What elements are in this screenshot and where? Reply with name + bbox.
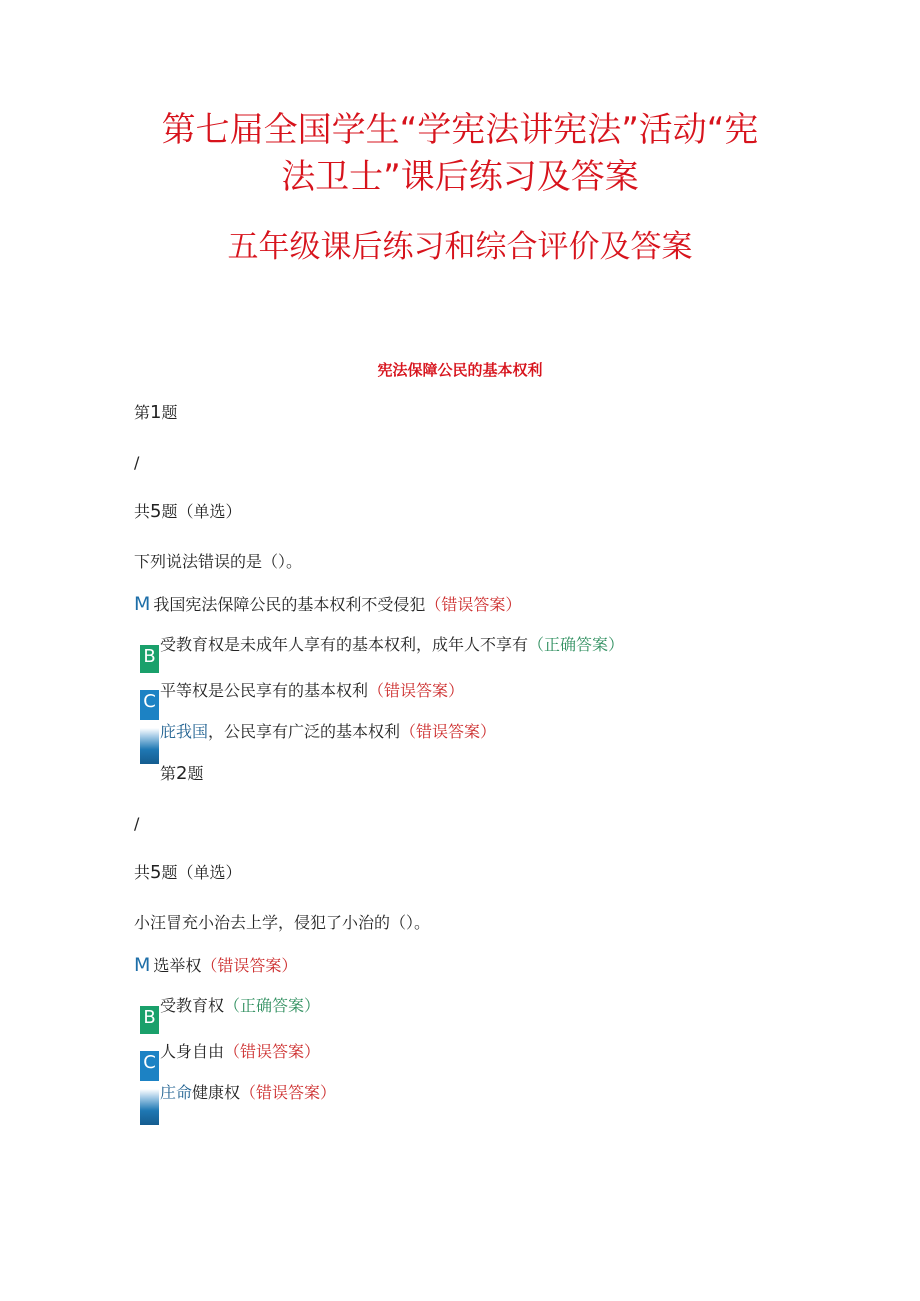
option-verdict: （正确答案） [224, 996, 321, 1015]
option-b-mark: B [140, 645, 159, 673]
option-verdict: （正确答案） [528, 635, 625, 654]
question-total-suffix: 题（单选） [161, 502, 242, 521]
option-d[interactable] [160, 721, 496, 743]
option-d[interactable] [160, 1082, 336, 1104]
question-number-value: 1 [150, 402, 162, 423]
option-text: 健康权 [192, 1083, 241, 1102]
option-b-mark: B [140, 1006, 159, 1034]
option-text: 人身自由 [160, 1042, 225, 1061]
question-number [134, 402, 177, 424]
question-number-value: 2 [176, 763, 188, 784]
option-text: 受教育权是未成年人享有的基本权利，成年人不享有 [160, 635, 529, 654]
question-number-suffix: 题 [187, 764, 204, 783]
question-total-value: 5 [150, 501, 162, 522]
option-c[interactable] [160, 1041, 320, 1063]
option-verdict: （错误答案） [368, 681, 465, 700]
question-separator: / [134, 814, 140, 833]
section-title: 宪法保障公民的基本权利 [377, 361, 543, 379]
option-lead: 庇我国 [160, 722, 209, 741]
option-verdict: （错误答案） [240, 1083, 337, 1102]
option-verdict: （错误答案） [224, 1042, 321, 1061]
option-d-mark [140, 728, 159, 764]
question-stem: 下列说法错误的是（）。 [134, 552, 303, 571]
option-a[interactable] [134, 593, 521, 616]
option-c-mark: C [140, 1051, 159, 1081]
option-lead: 庄命 [160, 1083, 193, 1102]
question-total [134, 501, 241, 523]
option-d-mark [140, 1089, 159, 1125]
option-b[interactable] [160, 634, 624, 656]
question-total-prefix: 共 [134, 863, 151, 882]
option-text: 受教育权 [160, 996, 225, 1015]
question-number [160, 763, 203, 785]
option-text: 我国宪法保障公民的基本权利不受侵犯 [153, 595, 426, 614]
document-title-line-2: 法卫士”课后练习及答案 [281, 157, 639, 197]
question-number-suffix: 题 [161, 403, 178, 422]
option-text: ，公民享有广泛的基本权利 [208, 722, 401, 741]
document-title-line-1: 第七届全国学生“学宪法讲宪法”活动“宪 [161, 110, 759, 150]
option-a[interactable] [134, 954, 297, 977]
question-total-prefix: 共 [134, 502, 151, 521]
question-total [134, 862, 241, 884]
option-mark: M [134, 593, 151, 615]
option-text: 平等权是公民享有的基本权利 [160, 681, 369, 700]
question-number-prefix: 第 [160, 764, 177, 783]
option-mark: M [134, 954, 151, 976]
option-verdict: （错误答案） [201, 956, 298, 975]
option-b[interactable] [160, 995, 320, 1017]
option-c-mark: C [140, 690, 159, 720]
option-verdict: （错误答案） [400, 722, 497, 741]
document-subtitle: 五年级课后练习和综合评价及答案 [227, 229, 693, 265]
option-verdict: （错误答案） [425, 595, 522, 614]
question-number-prefix: 第 [134, 403, 151, 422]
option-c[interactable] [160, 680, 464, 702]
question-separator: / [134, 453, 140, 472]
question-stem: 小汪冒充小治去上学，侵犯了小治的（）。 [134, 913, 431, 932]
option-text: 选举权 [153, 956, 202, 975]
question-total-suffix: 题（单选） [161, 863, 242, 882]
question-total-value: 5 [150, 862, 162, 883]
